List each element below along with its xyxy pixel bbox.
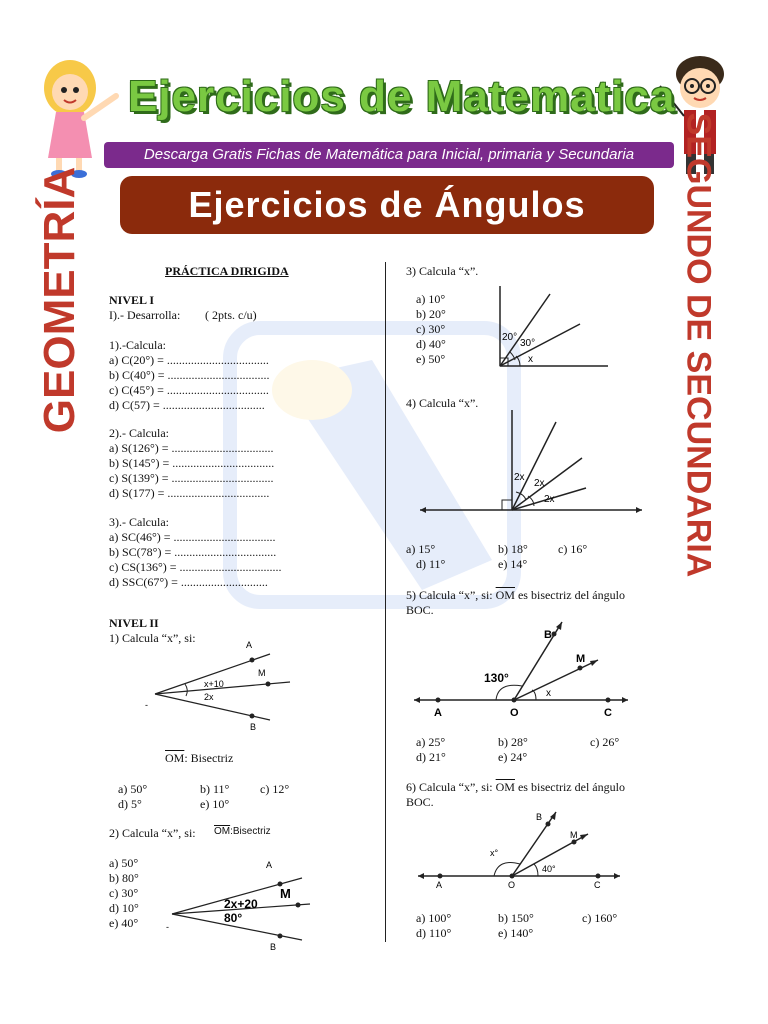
answer-option: e) 40°	[109, 916, 139, 930]
answer-option: b) 11°	[200, 782, 230, 796]
grade-label: SEGUNDO DE SECUNDARIA	[679, 112, 718, 578]
point-m-label: M	[258, 668, 266, 678]
answer-option: a) 50°	[109, 856, 139, 870]
answer-option: b) 150°	[498, 911, 534, 925]
n2-q1-prompt: 1) Calcula “x”, si:	[109, 631, 196, 645]
q5-prompt-end: BOC.	[406, 603, 434, 617]
figure-mark: -	[166, 922, 169, 932]
angle-label: 2x	[514, 472, 525, 483]
point-b-label: B	[536, 812, 543, 822]
bisector-note: $\overline{OM}:Bisectriz$	[214, 826, 271, 837]
answer-option: a) 15°	[406, 542, 436, 556]
q2-item: d) S(177) = ..................................	[109, 486, 270, 500]
answer-option: e) 140°	[498, 926, 534, 940]
level-1-heading: NIVEL I	[109, 293, 155, 307]
q3-figure	[492, 280, 612, 372]
angle-label: 20°	[502, 332, 518, 343]
answer-option: b) 18°	[498, 542, 528, 556]
q5-prompt: 5) Calcula “x”, si: $\overline{OM}$ es bisectriz del ángulo	[406, 588, 625, 602]
q2-heading: 2).- Calcula:	[109, 426, 169, 440]
answer-option: c) 160°	[582, 911, 618, 925]
angle-label: x+10	[204, 679, 224, 689]
point-b-label: B	[544, 629, 552, 641]
point-a-label: A	[246, 640, 253, 650]
subject-label: GEOMETRÍA	[35, 166, 84, 434]
point-b-label: B	[270, 942, 277, 952]
answer-option: d) 10°	[109, 901, 139, 915]
answer-option: e) 50°	[416, 352, 446, 366]
answer-option: e) 10°	[200, 797, 230, 811]
q6-prompt-end: BOC.	[406, 795, 434, 809]
point-a-label: A	[434, 707, 442, 719]
q4-figure	[416, 404, 646, 524]
q1-item: d) C(57) = ..................................	[109, 398, 265, 412]
site-title: Ejercicios de Matematica	[128, 72, 676, 121]
answer-option: e) 14°	[498, 557, 528, 571]
answer-option: c) 26°	[590, 735, 620, 749]
answer-option: a) 10°	[416, 292, 446, 306]
q1-item: c) C(45°) = ..................................	[109, 383, 269, 397]
angle-label: 30°	[520, 338, 536, 349]
n2-q2-figure	[160, 852, 320, 952]
q5-figure	[410, 620, 635, 720]
answer-option: b) 80°	[109, 871, 139, 885]
page-title: Ejercicios de Ángulos	[120, 176, 654, 234]
q3-item: b) SC(78°) = ..................................	[109, 545, 277, 559]
angle-label: x°	[490, 848, 499, 858]
q3-item: c) CS(136°) = ..................................	[109, 560, 282, 574]
answer-option: d) 11°	[416, 557, 446, 571]
point-o-label: O	[508, 880, 516, 890]
bisector-note: $\overline{OM}$: Bisectriz	[165, 751, 234, 765]
angle-label: x	[528, 354, 533, 365]
q4-prompt: 4) Calcula “x”.	[406, 396, 479, 410]
practice-title: PRÁCTICA DIRIGIDA	[165, 264, 289, 278]
point-m-label: M	[576, 653, 586, 665]
point-a-label: A	[266, 860, 273, 870]
n2-q1-figure	[140, 636, 300, 736]
answer-option: c) 30°	[416, 322, 446, 336]
figure-mark: -	[145, 700, 148, 710]
angle-label: 2x+20	[224, 897, 258, 911]
angle-label: 2x	[534, 478, 545, 489]
q3-item: a) SC(46°) = ..................................	[109, 530, 276, 544]
q2-item: c) S(139°) = ..................................	[109, 471, 274, 485]
answer-option: d) 5°	[118, 797, 142, 811]
q1-item: a) C(20°) = ..................................	[109, 353, 269, 367]
answer-option: a) 100°	[416, 911, 452, 925]
angle-label: x	[546, 688, 551, 699]
answer-option: d) 40°	[416, 337, 446, 351]
point-a-label: A	[436, 880, 443, 890]
q1-item: b) C(40°) = ..................................	[109, 368, 270, 382]
q3-heading: 3).- Calcula:	[109, 515, 169, 529]
angle-label: 2x	[544, 494, 555, 505]
q3-item: d) SSC(67°) = .............................	[109, 575, 268, 589]
answer-option: d) 21°	[416, 750, 446, 764]
points-note: ( 2pts. c/u)	[205, 308, 257, 322]
answer-option: a) 50°	[118, 782, 148, 796]
q6-figure	[414, 808, 629, 892]
q2-item: a) S(126°) = ..................................	[109, 441, 274, 455]
point-c-label: C	[604, 707, 612, 719]
answer-option: c) 16°	[558, 542, 588, 556]
point-m-label: M	[280, 886, 291, 901]
tagline: Descarga Gratis Fichas de Matemática para Inicial, primaria y Secundaria	[104, 142, 674, 168]
point-o-label: O	[510, 707, 519, 719]
angle-label: 130°	[484, 671, 509, 685]
answer-option: e) 24°	[498, 750, 528, 764]
point-b-label: B	[250, 722, 257, 732]
answer-option: c) 30°	[109, 886, 139, 900]
q2-item: b) S(145°) = ..................................	[109, 456, 275, 470]
answer-option: a) 25°	[416, 735, 446, 749]
angle-label: 80°	[224, 911, 243, 925]
answer-option: b) 28°	[498, 735, 528, 749]
develop-instruction: I).- Desarrolla:	[109, 308, 181, 322]
answer-option: b) 20°	[416, 307, 446, 321]
q1-heading: 1).-Calcula:	[109, 338, 166, 352]
n2-q2-prompt: 2) Calcula “x”, si:	[109, 826, 196, 840]
answer-option: d) 110°	[416, 926, 452, 940]
level-2-heading: NIVEL II	[109, 616, 159, 630]
answer-option: c) 12°	[260, 782, 290, 796]
q6-prompt: 6) Calcula “x”, si: $\overline{OM}$ es bisectriz del ángulo	[406, 780, 625, 794]
point-c-label: C	[594, 880, 601, 890]
angle-label: 2x	[204, 692, 214, 702]
column-divider	[385, 262, 386, 942]
angle-label: 40°	[542, 864, 556, 874]
q3-prompt: 3) Calcula “x”.	[406, 264, 479, 278]
point-m-label: M	[570, 830, 578, 840]
